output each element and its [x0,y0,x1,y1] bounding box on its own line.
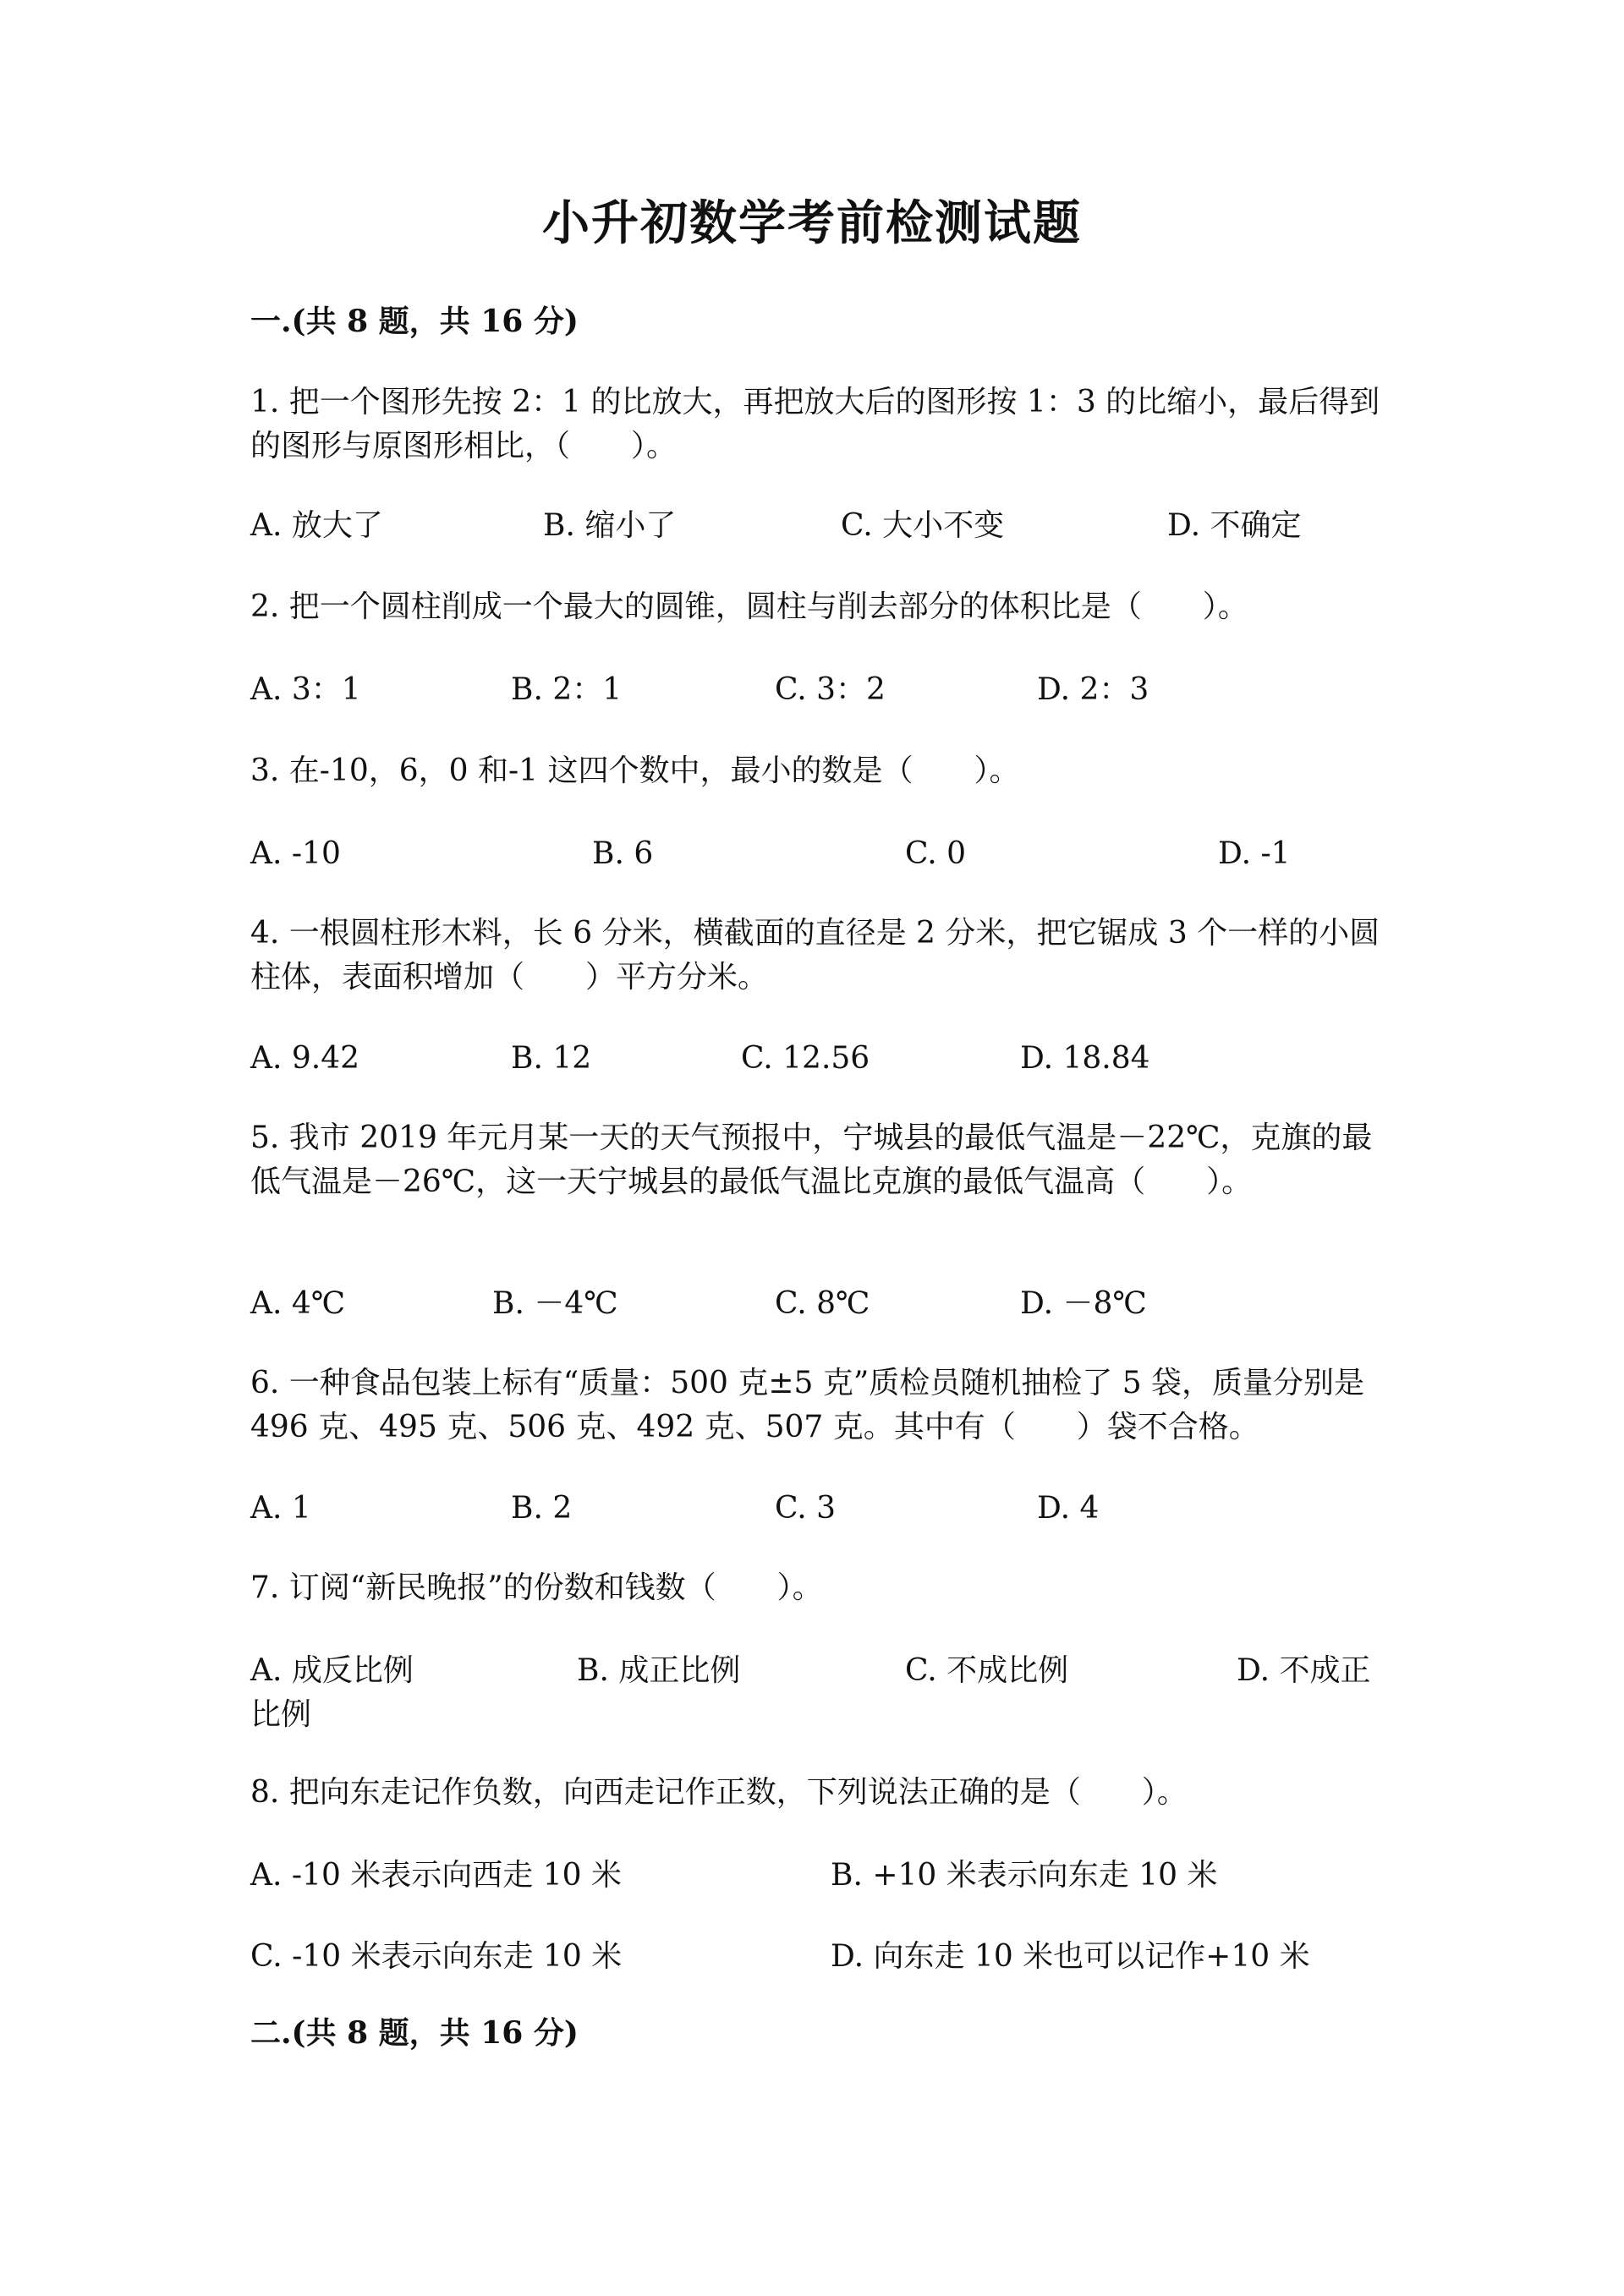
q4-option-b[interactable]: B. 12 [511,1041,592,1076]
q2-option-b[interactable]: B. 2：1 [511,672,623,707]
q6-option-b[interactable]: B. 2 [511,1491,573,1526]
q2-option-a[interactable]: A. 3：1 [250,672,361,707]
section-heading-2: 二.(共 8 题，共 16 分) [250,2015,579,2051]
q4-option-c[interactable]: C. 12.56 [741,1041,870,1076]
page-title: 小升初数学考前检测试题 [542,195,1082,251]
q8-option-d[interactable]: D. 向东走 10 米也可以记作+10 米 [831,1939,1310,1974]
question-3: 3. 在-10，6，0 和-1 这四个数中，最小的数是（ ）。 [250,753,1020,788]
q5-option-b[interactable]: B. －4℃ [492,1286,618,1321]
q7-option-c[interactable]: C. 不成比例 [905,1653,1069,1688]
question-7: 7. 订阅“新民晚报”的份数和钱数（ ）。 [250,1570,823,1605]
q3-option-d[interactable]: D. -1 [1218,836,1291,871]
q7-option-a[interactable]: A. 成反比例 [250,1653,414,1688]
question-4: 4. 一根圆柱形木料，长 6 分米，横截面的直径是 2 分米，把它锯成 3 个一样的小圆柱体，表面积增加（ ）平方分米。 [250,916,1380,995]
q5-option-c[interactable]: C. 8℃ [775,1286,870,1321]
q6-option-d[interactable]: D. 4 [1037,1491,1100,1526]
q1-option-b[interactable]: B. 缩小了 [543,508,677,543]
q5-option-a[interactable]: A. 4℃ [250,1286,346,1321]
question-5: 5. 我市 2019 年元月某一天的天气预报中，宁城县的最低气温是－22℃，克旗的最低气温是－26℃，这一天宁城县的最低气温比克旗的最低气温高（ ）。 [250,1121,1373,1199]
q4-option-d[interactable]: D. 18.84 [1020,1041,1150,1076]
q8-option-a[interactable]: A. -10 米表示向西走 10 米 [250,1858,622,1893]
q6-option-c[interactable]: C. 3 [775,1491,837,1526]
q7-option-b[interactable]: B. 成正比例 [577,1653,741,1688]
q5-option-d[interactable]: D. －8℃ [1020,1286,1147,1321]
q1-option-d[interactable]: D. 不确定 [1167,508,1302,543]
q2-option-c[interactable]: C. 3：2 [775,672,886,707]
q6-option-a[interactable]: A. 1 [250,1491,311,1526]
q3-option-a[interactable]: A. -10 [250,836,341,871]
q2-option-d[interactable]: D. 2：3 [1037,672,1149,707]
q1-option-a[interactable]: A. 放大了 [250,508,383,543]
q3-option-c[interactable]: C. 0 [905,836,967,871]
question-8: 8. 把向东走记作负数，向西走记作正数，下列说法正确的是（ ）。 [250,1775,1188,1810]
q8-option-b[interactable]: B. +10 米表示向东走 10 米 [831,1858,1218,1893]
section-heading-1: 一.(共 8 题，共 16 分) [250,304,579,339]
q3-option-b[interactable]: B. 6 [592,836,654,871]
question-6: 6. 一种食品包装上标有“质量：500 克±5 克”质检员随机抽检了 5 袋，质量分别是 496 克、495 克、506 克、492 克、507 克。其中有（ ）袋不合格。 [250,1366,1365,1444]
q8-option-c[interactable]: C. -10 米表示向东走 10 米 [250,1939,623,1974]
question-2: 2. 把一个圆柱削成一个最大的圆锥，圆柱与削去部分的体积比是（ ）。 [250,589,1248,624]
question-1: 1. 把一个图形先按 2：1 的比放大，再把放大后的图形按 1：3 的比缩小，最后得到的图形与原图形相比，（ ）。 [250,385,1380,463]
q4-option-a[interactable]: A. 9.42 [250,1041,360,1076]
q1-option-c[interactable]: C. 大小不变 [841,508,1005,543]
q7-option-d[interactable]: D. 不成正比例 [250,1653,1371,1732]
